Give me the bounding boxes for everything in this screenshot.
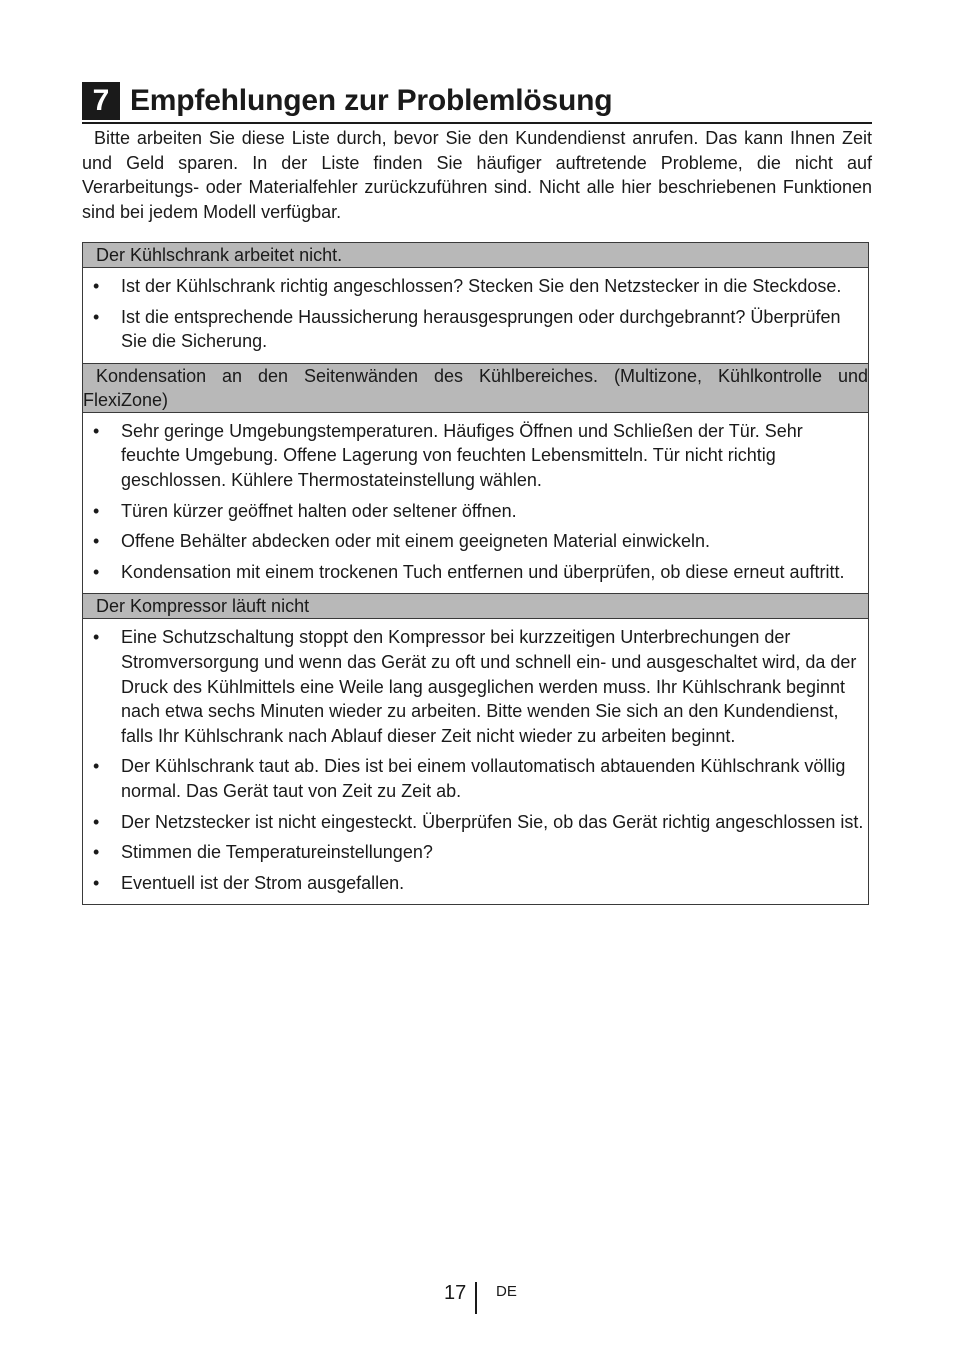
chapter-number-badge: 7 [82, 82, 120, 120]
list-item-text: Stimmen die Temperatureinstellungen? [121, 842, 433, 863]
bullet-list [83, 268, 868, 363]
section-heading: Der Kompressor läuft nicht [83, 594, 869, 619]
bullet-icon: • [93, 811, 100, 832]
bullet-icon: • [93, 872, 100, 893]
section-heading-row [83, 243, 869, 268]
bullet-icon: • [93, 306, 100, 327]
section-heading-row [83, 594, 869, 619]
list-item-text: Eventuell ist der Strom ausgefallen. [121, 872, 405, 893]
bullet-icon: • [93, 531, 100, 552]
chapter-title: Empfehlungen zur Problemlösung [130, 84, 613, 117]
intro-paragraph: Bitte arbeiten Sie diese Liste durch, bevor Sie den Kundendienst anrufen. Das kann Ihnen Zeit und Geld sparen. In der Liste finden Sie häufiger auftretende Probleme, die nicht auf Verarbeitungs- oder Materialfehler zurückzuführen sind. Nicht alle hier beschriebenen Funktionen sind bei jedem Modell verfügbar. [82, 128, 872, 222]
list-item [89, 499, 864, 524]
section-items-row [83, 268, 869, 364]
section-heading: Der Kühlschrank arbeitet nicht. [83, 243, 869, 268]
list-item [89, 840, 864, 865]
list-item [89, 305, 864, 354]
list-item-text: Ist der Kühlschrank richtig angeschlossen? Stecken Sie den Netzstecker in die Steckdose. [121, 276, 842, 296]
list-item [89, 560, 864, 585]
list-item-text: Ist die entsprechende Haussicherung herausgesprungen oder durchgebrannt? Überprüfen Sie die Sicherung. [121, 306, 841, 352]
list-item-text: Der Kühlschrank taut ab. Dies ist bei einem vollautomatisch abtauenden Kühlschrank völlig normal. Das Gerät taut von Zeit zu Zeit ab. [121, 756, 846, 801]
language-code: DE [496, 1283, 517, 1300]
list-item [89, 274, 864, 299]
footer-divider [475, 1282, 477, 1314]
list-item-text: Kondensation mit einem trockenen Tuch entfernen und überprüfen, ob diese erneut auftritt. [121, 561, 845, 582]
list-item-text: Der Netzstecker ist nicht eingesteckt. Überprüfen Sie, ob das Gerät richtig angeschlossen ist. [121, 811, 864, 832]
section-items-row [83, 619, 869, 905]
chapter-heading [82, 80, 872, 124]
list-item [89, 529, 864, 554]
list-item [89, 754, 864, 803]
bullet-icon: • [93, 842, 100, 863]
bullet-icon: • [93, 756, 100, 777]
bullet-list [83, 619, 868, 904]
section-items-row [83, 412, 869, 594]
list-item-text: Sehr geringe Umgebungstemperaturen. Häufiges Öffnen und Schließen der Tür. Sehr feuchte Umgebung. Offene Lagerung von feuchten Lebensmitteln. Tür nicht richtig geschlossen. Kühlere Thermostateinstellung wählen. [121, 420, 803, 490]
list-item-text: Türen kürzer geöffnet halten oder seltener öffnen. [121, 500, 517, 521]
bullet-icon: • [93, 627, 100, 648]
list-item [89, 625, 864, 748]
bullet-icon: • [93, 420, 100, 441]
list-item-text: Eine Schutzschaltung stoppt den Kompressor bei kurzzeitigen Unterbrechungen der Stromversorgung und wenn das Gerät zu oft und schnell ein- und ausgeschaltet wird, da der Druck des Kühlmittels eine Weile lang ausgeglichen werden muss. Ihr Kühlschrank beginnt nach etwa sechs Minuten wieder zu arbeiten. Bitte wenden Sie sich an den Kundendienst, falls Ihr Kühlschrank nach Ablauf dieser Zeit nicht wieder zu arbeiten beginnt. [121, 627, 857, 746]
list-item-text: Offene Behälter abdecken oder mit einem geeigneten Material einwickeln. [121, 531, 711, 552]
section-heading-row [83, 363, 869, 412]
bullet-icon: • [93, 561, 100, 582]
bullet-list [83, 413, 868, 594]
list-item [89, 419, 864, 493]
bullet-icon: • [93, 500, 100, 521]
list-item [89, 871, 864, 896]
section-heading: Kondensation an den Seitenwänden des Kühlbereiches. (Multizone, Kühlkontrolle und FlexiZone) [83, 363, 869, 412]
list-item [89, 810, 864, 835]
page-number: 17 [444, 1282, 467, 1304]
troubleshooting-table [82, 242, 869, 905]
bullet-icon: • [93, 276, 100, 296]
